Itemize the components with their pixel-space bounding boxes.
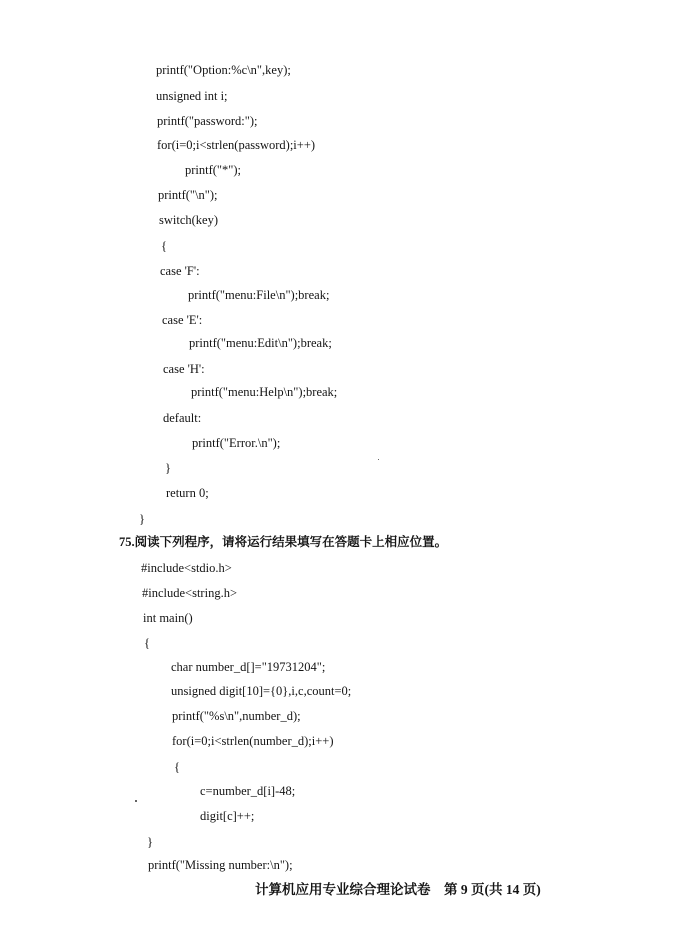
- code-line: #include<stdio.h>: [141, 561, 232, 575]
- code-line: {: [161, 239, 167, 253]
- code-line: unsigned digit[10]={0},i,c,count=0;: [171, 684, 352, 698]
- code-line: printf("Error.\n");: [192, 436, 281, 450]
- question-75-heading: 75.阅读下列程序，请将运行结果填写在答题卡上相应位置。: [119, 535, 448, 549]
- code-line: {: [144, 636, 150, 650]
- code-line: case 'F':: [160, 264, 200, 278]
- code-line: }: [147, 835, 153, 849]
- code-line: #include<string.h>: [142, 586, 237, 600]
- code-line: }: [165, 461, 171, 475]
- code-line: int main(): [143, 611, 193, 625]
- code-line: printf("Option:%c\n",key);: [156, 63, 291, 77]
- code-line: printf("Missing number:\n");: [148, 858, 293, 872]
- code-line: char number_d[]="19731204";: [171, 660, 326, 674]
- code-line: }: [139, 512, 145, 526]
- code-line: for(i=0;i<strlen(number_d);i++): [172, 734, 334, 748]
- code-line: return 0;: [166, 486, 209, 500]
- code-line: printf("\n");: [158, 188, 218, 202]
- code-line: printf("%s\n",number_d);: [172, 709, 301, 723]
- code-line: printf("password:");: [157, 114, 258, 128]
- code-line: {: [174, 760, 180, 774]
- code-line: unsigned int i;: [156, 89, 228, 103]
- code-line: printf("menu:Help\n");break;: [191, 385, 338, 399]
- code-line: for(i=0;i<strlen(password);i++): [157, 138, 316, 152]
- code-line: default:: [163, 411, 202, 425]
- code-line: digit[c]++;: [200, 809, 255, 823]
- code-line: switch(key): [159, 213, 219, 227]
- page-footer: 计算机应用专业综合理论试卷 第 9 页(共 14 页): [255, 882, 541, 897]
- scan-speck: [378, 459, 379, 460]
- code-line: printf("menu:Edit\n");break;: [189, 336, 332, 350]
- code-line: printf("*");: [185, 163, 242, 177]
- scan-speck: [135, 800, 137, 802]
- code-line: case 'E':: [162, 313, 203, 327]
- code-line: c=number_d[i]-48;: [200, 784, 296, 798]
- code-line: printf("menu:File\n");break;: [188, 288, 330, 302]
- code-line: case 'H':: [163, 362, 205, 376]
